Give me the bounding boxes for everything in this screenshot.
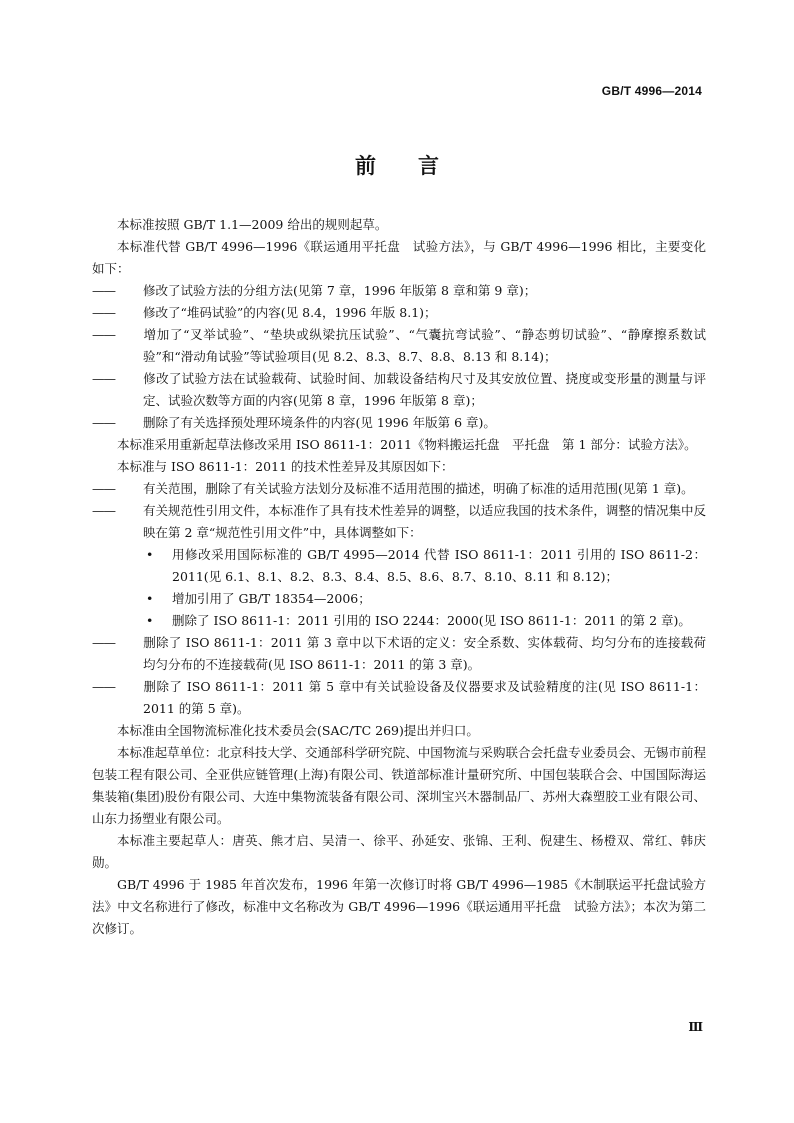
page-title — [0, 150, 794, 180]
bullet-item-text: 删除了 ISO 8611-1：2011 引用的 ISO 2244：2000(见 ISO 8611-1：2011 的第 2 章)。 — [172, 613, 691, 628]
difference-item — [92, 632, 706, 676]
dash-mark: —— — [92, 283, 115, 298]
bullet-item — [92, 588, 706, 610]
paragraph-replacement: 本标准代替 GB/T 4996—1996《联运通用平托盘 试验方法》，与 GB/T 4996—1996 相比，主要变化如下： — [92, 239, 706, 276]
change-item — [92, 412, 706, 434]
difference-item-text: 有关范围，删除了有关试验方法划分及标准不适用范围的描述，明确了标准的适用范围(见第 1 章)。 — [143, 481, 694, 496]
dash-mark: —— — [92, 327, 115, 342]
paragraph-drafting-rules: 本标准按照 GB/T 1.1—2009 给出的规则起草。 — [117, 217, 388, 232]
page-number: Ⅲ — [688, 1020, 702, 1034]
standard-code-header: GB/T 4996—2014 — [601, 84, 702, 98]
paragraph-adoption: 本标准采用重新起草法修改采用 ISO 8611-1：2011《物料搬运托盘 平托盘 第 1 部分：试验方法》。 — [117, 437, 697, 452]
dash-mark: —— — [92, 415, 115, 430]
title-char-2: 言 — [418, 153, 439, 178]
bullet-mark: • — [146, 547, 154, 562]
paragraph-drafters: 本标准主要起草人：唐英、熊才启、吴清一、徐平、孙延安、张锦、王利、倪建生、杨橙双、常红、韩庆勋。 — [92, 833, 706, 870]
bullet-item-text: 增加引用了 GB/T 18354—2006； — [172, 591, 371, 606]
bullet-item-text: 用修改采用国际标准的 GB/T 4995—2014 代替 ISO 8611-1：2011 引用的 ISO 8611-2：2011(见 6.1、8.1、8.2、8.3、8.4、8.5、8.6、8.7、8.10、8.11 和 8.12)； — [172, 547, 706, 584]
change-item — [92, 280, 706, 302]
change-item-text: 修改了试验方法的分组方法(见第 7 章，1996 年版第 8 章和第 9 章)； — [143, 283, 537, 298]
change-item-text: 删除了有关选择预处理环境条件的内容(见 1996 年版第 6 章)。 — [143, 415, 496, 430]
title-char-1: 前 — [355, 153, 376, 178]
dash-mark: —— — [92, 503, 115, 518]
difference-item-text: 删除了 ISO 8611-1：2011 第 5 章中有关试验设备及仪器要求及试验精度的注(见 ISO 8611-1：2011 的第 5 章)。 — [143, 679, 706, 716]
change-item — [92, 368, 706, 412]
dash-mark: —— — [92, 305, 115, 320]
foreword-body — [92, 214, 706, 940]
change-item — [92, 302, 706, 324]
change-item-text: 修改了试验方法在试验载荷、试验时间、加载设备结构尺寸及其安放位置、挠度或变形量的测量与评定、试验次数等方面的内容(见第 8 章，1996 年版第 8 章)； — [143, 371, 706, 408]
difference-item — [92, 478, 706, 500]
bullet-item — [92, 610, 706, 632]
dash-mark: —— — [92, 635, 115, 650]
bullet-mark: • — [146, 613, 154, 628]
difference-item — [92, 676, 706, 720]
bullet-item — [92, 544, 706, 588]
dash-mark: —— — [92, 481, 115, 496]
difference-item-text: 有关规范性引用文件，本标准作了具有技术性差异的调整，以适应我国的技术条件，调整的情况集中反映在第 2 章“规范性引用文件”中，具体调整如下： — [143, 503, 706, 540]
paragraph-proposer: 本标准由全国物流标准化技术委员会(SAC/TC 269)提出并归口。 — [117, 723, 479, 738]
change-item-text: 修改了“堆码试验”的内容(见 8.4，1996 年版 8.1)； — [143, 305, 437, 320]
paragraph-differences: 本标准与 ISO 8611-1：2011 的技术性差异及其原因如下： — [117, 459, 454, 474]
change-item-text: 增加了“叉举试验”、“垫块或纵梁抗压试验”、“气囊抗弯试验”、“静态剪切试验”、“静摩擦系数试验”和“滑动角试验”等试验项目(见 8.2、8.3、8.7、8.8、8.13 和 8.14)； — [143, 327, 706, 364]
bullet-mark: • — [146, 591, 154, 606]
paragraph-drafting-units: 本标准起草单位：北京科技大学、交通部科学研究院、中国物流与采购联合会托盘专业委员会、无锡市前程包装工程有限公司、全亚供应链管理(上海)有限公司、铁道部标准计量研究所、中国包装联合会、中国国际海运集装箱(集团)股份有限公司、大连中集物流装备有限公司、深圳宝兴木器制品厂、苏州大森塑胶工业有限公司、山东力扬塑业有限公司。 — [92, 745, 706, 826]
difference-item — [92, 500, 706, 544]
change-item — [92, 324, 706, 368]
paragraph-history: GB/T 4996 于 1985 年首次发布，1996 年第一次修订时将 GB/T 4996—1985《木制联运平托盘试验方法》中文名称进行了修改，标准中文名称改为 GB/T 4996—1996《联运通用平托盘 试验方法》；本次为第二次修订。 — [92, 877, 706, 936]
difference-item-text: 删除了 ISO 8611-1：2011 第 3 章中以下术语的定义：安全系数、实体载荷、均匀分布的连接载荷均匀分布的不连接载荷(见 ISO 8611-1：2011 的第 3 章)。 — [143, 635, 706, 672]
dash-mark: —— — [92, 371, 115, 386]
dash-mark: —— — [92, 679, 115, 694]
